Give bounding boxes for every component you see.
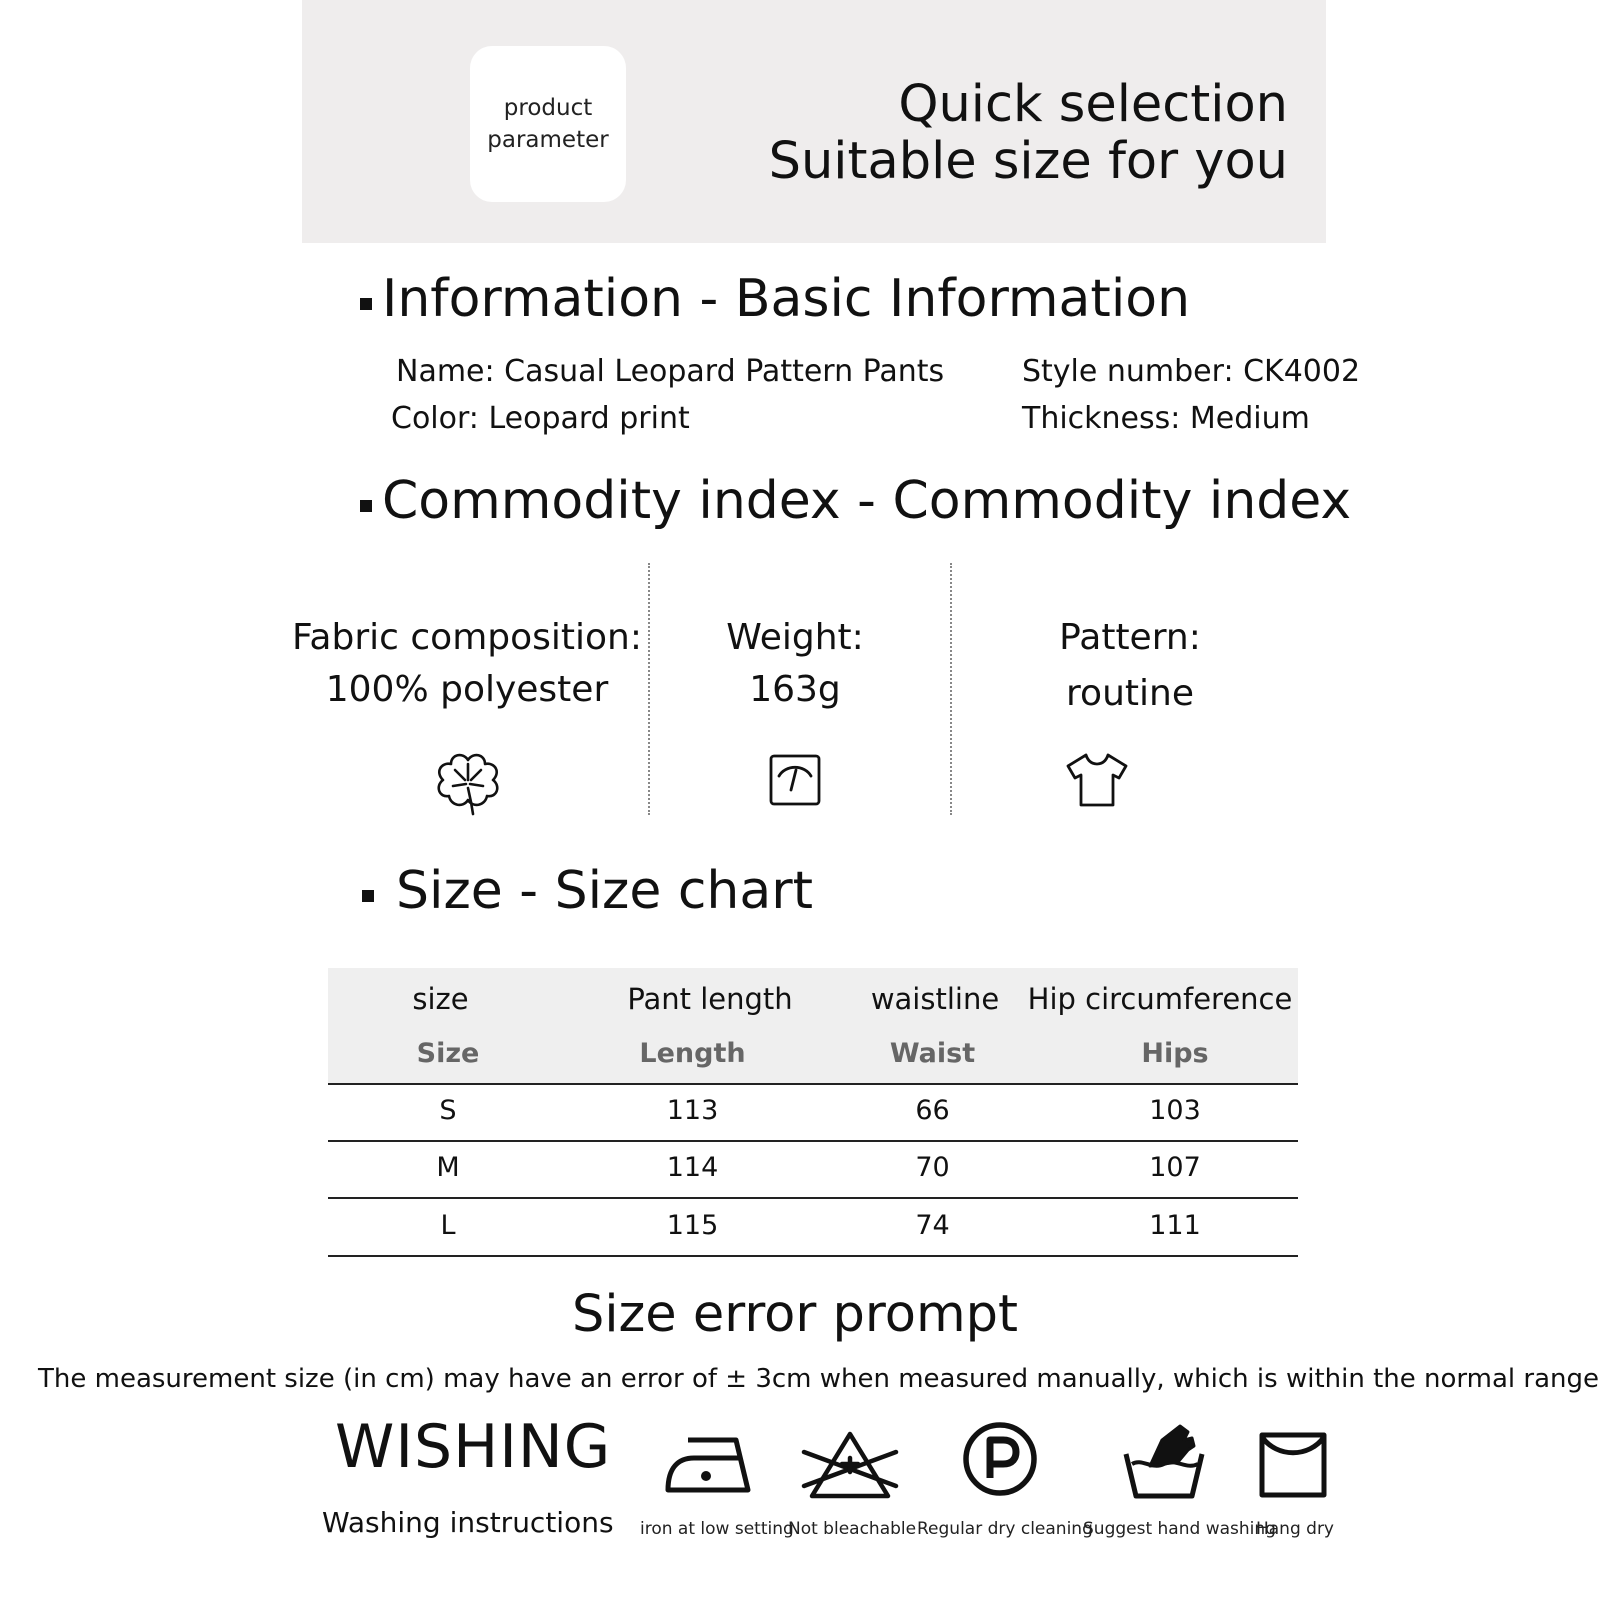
quick-line-1: Quick selection: [898, 75, 1288, 134]
subheader-size: Size: [416, 1038, 480, 1069]
bullet-square-icon: [362, 890, 374, 902]
header-pant-length: Pant length: [627, 982, 793, 1016]
table-cell: 66: [915, 1095, 950, 1126]
table-cell: 107: [1149, 1152, 1201, 1183]
bullet-square-icon: [360, 500, 372, 512]
table-cell: 70: [915, 1152, 950, 1183]
quick-line-2: Suitable size for you: [768, 132, 1288, 191]
style-number: Style number: CK4002: [1022, 354, 1361, 389]
washing-subtitle: Washing instructions: [322, 1506, 614, 1539]
pattern-label: Pattern:: [1059, 617, 1201, 658]
table-rule: [328, 1255, 1298, 1257]
hang-dry-icon: [1259, 1432, 1327, 1498]
hand-wash-label: Suggest hand washing: [1083, 1519, 1276, 1539]
iron-icon: [664, 1432, 754, 1496]
pattern-value: routine: [1066, 673, 1194, 714]
table-cell: 114: [666, 1152, 719, 1183]
tshirt-icon: [1064, 752, 1130, 812]
size-chart-title-text: Size - Size chart: [396, 861, 814, 921]
product-color: Color: Leopard print: [391, 401, 690, 436]
hang-dry-label: Hang dry: [1255, 1519, 1334, 1539]
header-waistline: waistline: [870, 982, 1000, 1016]
subheader-length: Length: [639, 1038, 746, 1069]
subheader-hips: Hips: [1141, 1038, 1209, 1069]
bullet-square-icon: [360, 298, 372, 310]
column-divider: [950, 563, 952, 815]
cotton-icon: [433, 750, 503, 820]
product-thickness: Thickness: Medium: [1022, 401, 1310, 436]
weight-value: 163g: [749, 669, 841, 710]
fabric-composition: [290, 612, 644, 716]
weight: [690, 612, 900, 716]
no-bleach-label: Not bleachable: [788, 1519, 917, 1539]
table-cell: 103: [1149, 1095, 1201, 1126]
scale-icon: [769, 754, 821, 810]
size-chart-title: [362, 860, 813, 922]
header-hip: Hip circumference: [1027, 982, 1293, 1016]
information-title-text: Information - Basic Information: [382, 269, 1191, 329]
table-cell: 113: [666, 1095, 719, 1126]
badge-line-2: parameter: [487, 127, 609, 153]
weight-label: Weight:: [726, 617, 864, 658]
pattern: [1010, 612, 1250, 720]
dry-clean-icon: [961, 1420, 1039, 1498]
table-cell: M: [436, 1152, 460, 1183]
table-cell: 115: [666, 1210, 719, 1241]
commodity-title: [360, 470, 1351, 532]
size-error-title: Size error prompt: [571, 1285, 1019, 1344]
size-error-text: The measurement size (in cm) may have an error of ± 3cm when measured manually, which is within the normal range: [38, 1364, 1599, 1394]
fabric-label: Fabric composition:: [292, 617, 642, 658]
quick-selection-heading: [769, 76, 1288, 190]
table-rule: [328, 1140, 1298, 1142]
badge-line-1: product: [503, 95, 593, 121]
table-cell: 74: [915, 1210, 950, 1241]
header-size: size: [412, 982, 469, 1016]
iron-label: iron at low setting: [640, 1519, 794, 1539]
hand-wash-icon: [1122, 1420, 1206, 1500]
table-rule: [328, 1083, 1298, 1085]
table-rule: [328, 1197, 1298, 1199]
fabric-value: 100% polyester: [325, 669, 609, 710]
product-parameter-badge: [470, 46, 626, 202]
no-bleach-icon: [798, 1424, 902, 1500]
product-name: Name: Casual Leopard Pattern Pants: [396, 354, 945, 389]
subheader-waist: Waist: [889, 1038, 976, 1069]
table-cell: 111: [1149, 1210, 1201, 1241]
column-divider: [648, 563, 650, 815]
commodity-title-text: Commodity index - Commodity index: [382, 471, 1352, 531]
table-cell: S: [439, 1095, 457, 1126]
washing-title: WISHING: [335, 1412, 612, 1482]
information-title: [360, 268, 1190, 330]
dry-clean-label: Regular dry cleaning: [917, 1519, 1093, 1539]
table-cell: L: [440, 1210, 456, 1241]
